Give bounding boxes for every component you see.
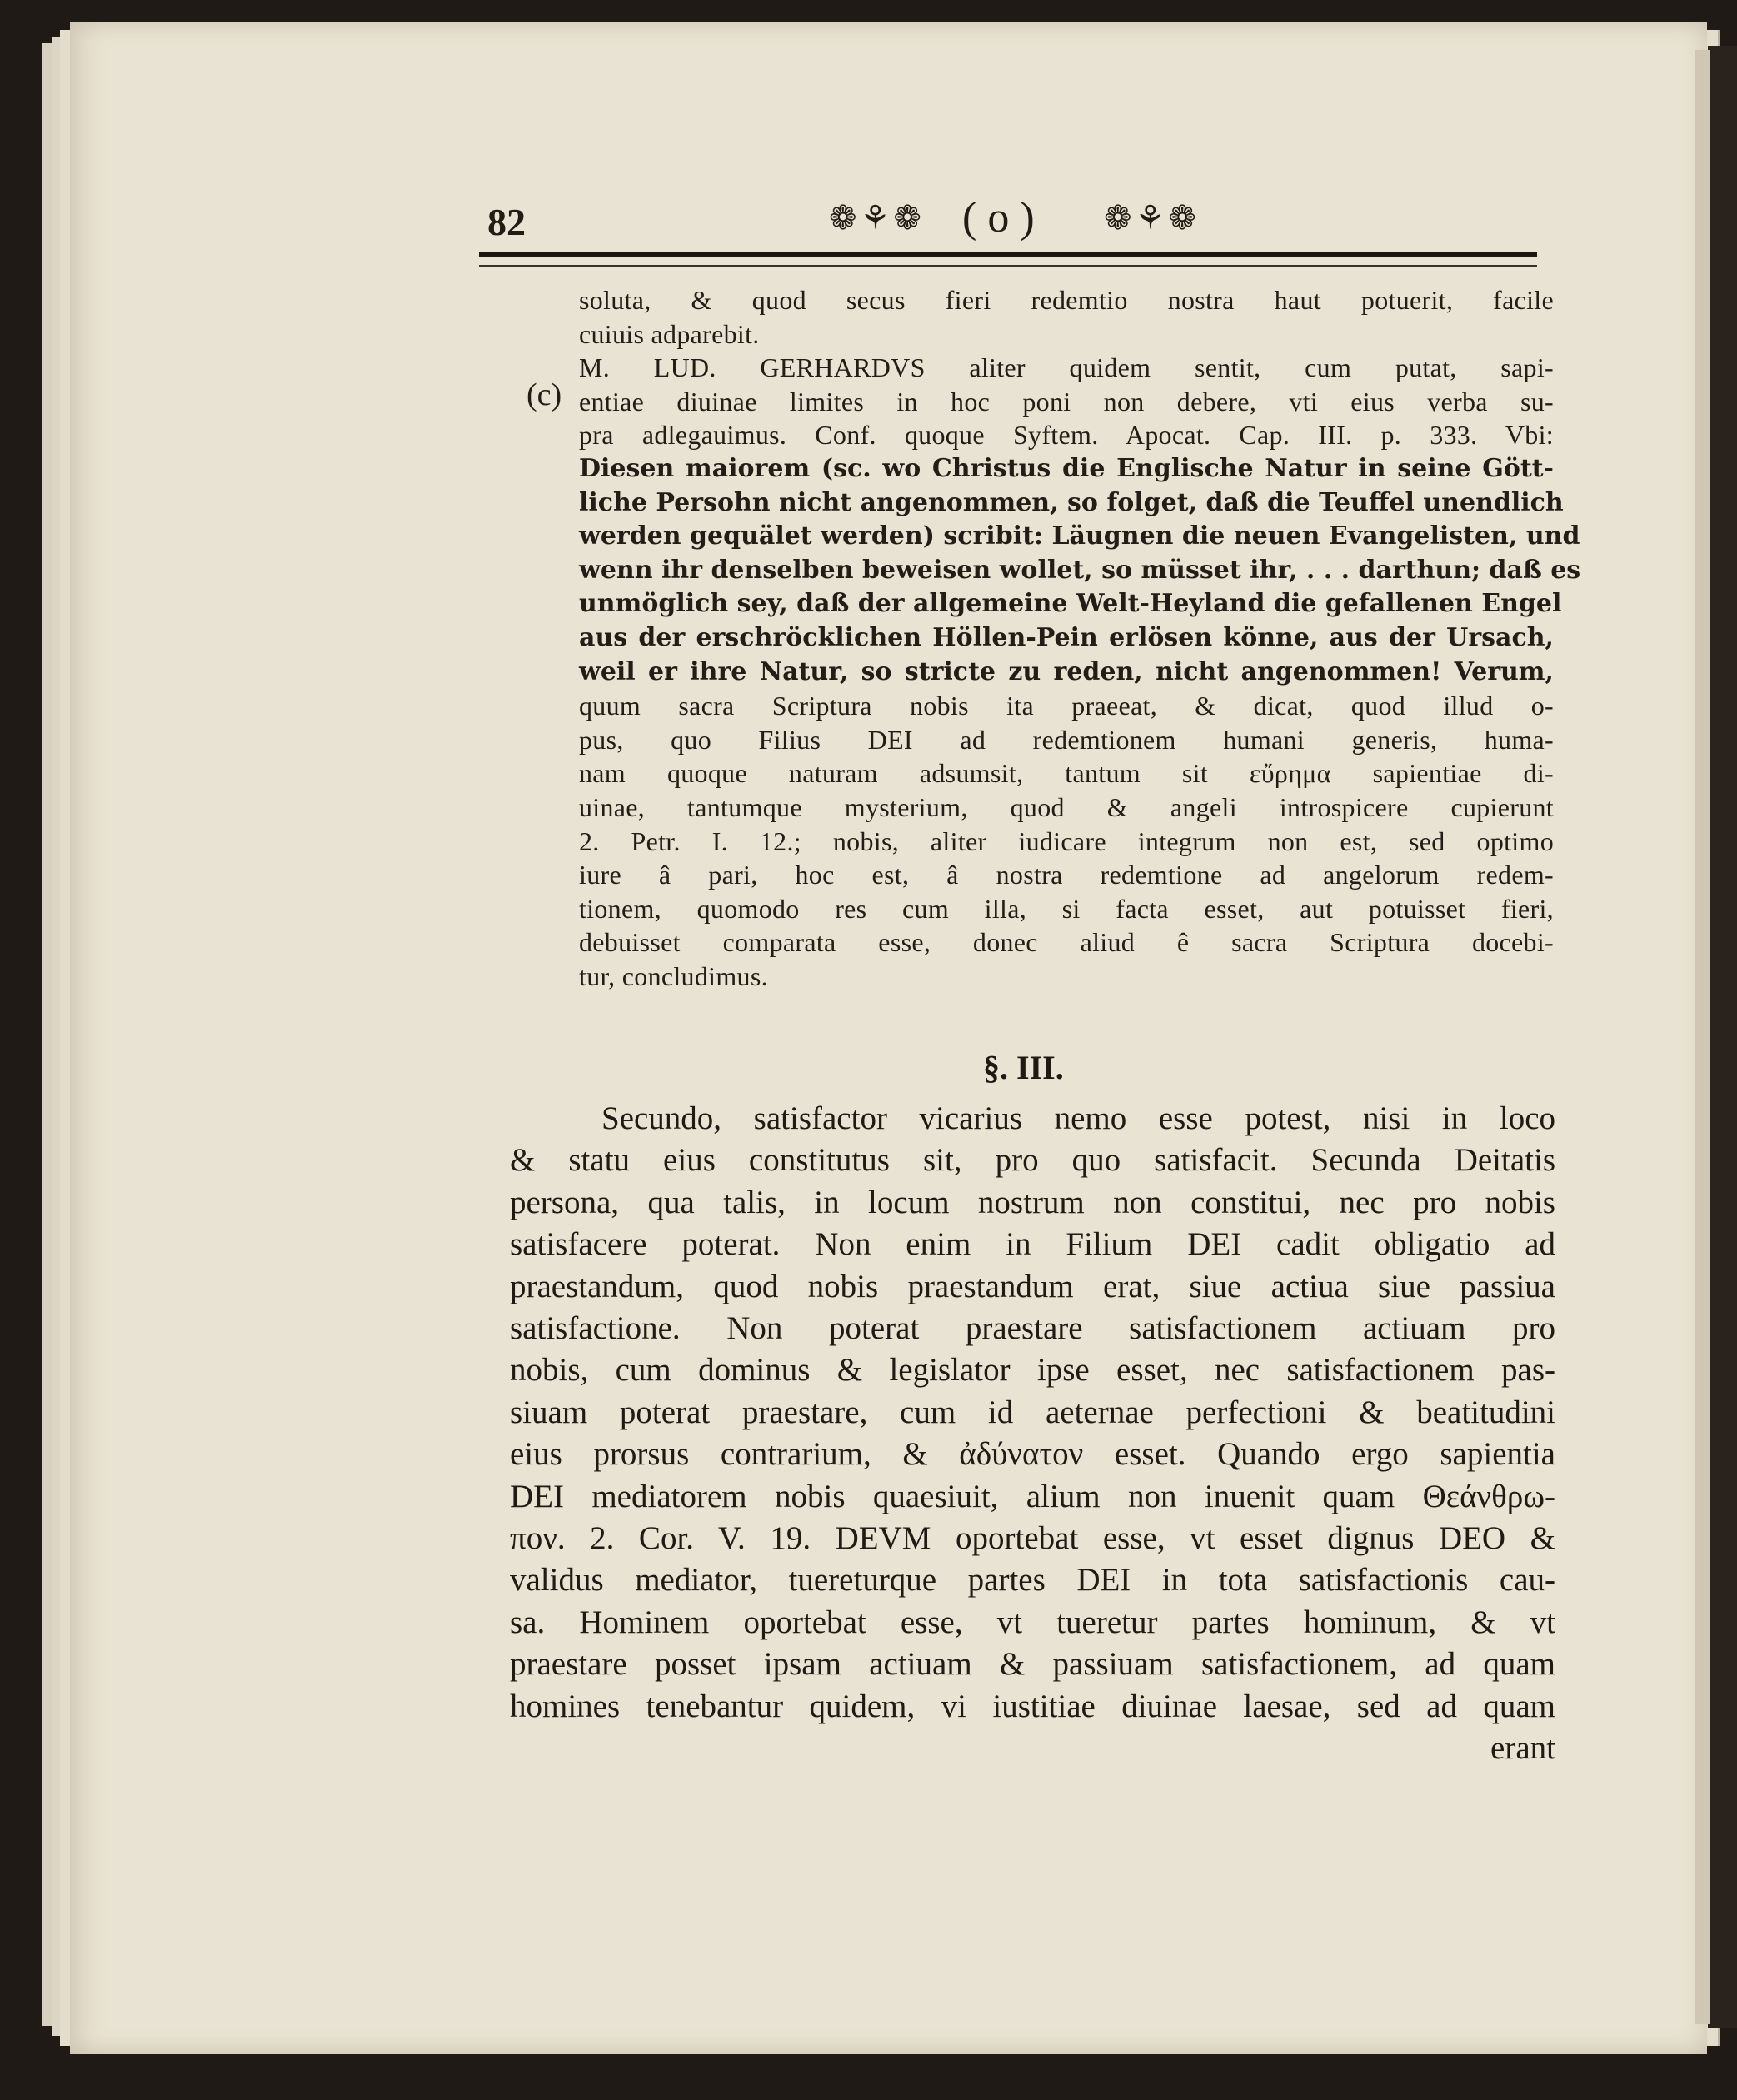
body-line: validus mediator, tuereturque partes DEI in tota satisfactionis cau- [510, 1562, 1555, 1599]
body-line: & statu eius constitutus sit, pro quo satisfacit. Secunda Deitatis [510, 1142, 1555, 1179]
body-line: satisfacere poterat. Non enim in Filium DEI cadit obligatio ad [510, 1226, 1555, 1263]
body-line: praestandum, quod nobis praestandum erat, siue actiua siue passiua [510, 1268, 1555, 1304]
note-line: uinae, tantumque mysterium, quod & angeli introspicere cupierunt [579, 791, 1554, 822]
header-center-mark: ( o ) [962, 194, 1035, 242]
note-line: Diesen maiorem (sc. wo Christus die Englische Natur in seine Gött- [579, 453, 1554, 483]
note-line: tur, concludimus. [579, 960, 768, 991]
note-line: weil er ihre Natur, so stricte zu reden, nicht angenommen! Verum, [579, 656, 1554, 686]
note-marker: (c) [527, 377, 562, 412]
section-heading: §. III. [983, 1049, 1064, 1086]
running-header [479, 183, 1545, 258]
body-text [510, 1098, 1555, 1770]
note-line: 2. Petr. I. 12.; nobis, aliter iudicare integrum non est, sed optimo [579, 826, 1554, 856]
note-line: iure â pari, hoc est, â nostra redemtione ad angelorum redem- [579, 860, 1554, 890]
note-line: cuiuis adparebit. [579, 318, 760, 349]
note-line: unmöglich sey, daß der allgemeine Welt-Heyland die gefallenen Engel [579, 589, 1562, 619]
page-number: 82 [487, 201, 526, 243]
body-line: Secundo, satisfactor vicarius nemo esse potest, nisi in loco [601, 1100, 1555, 1136]
note-line: pus, quo Filius DEI ad redemtionem humani generis, huma- [579, 724, 1554, 755]
header-rule [479, 252, 1537, 257]
note-line: entiae diuinae limites in hoc poni non debere, vti eius verba su- [579, 386, 1554, 417]
note-line: pra adlegauimus. Conf. quoque Syftem. Apocat. Cap. III. p. 333. Vbi: [579, 420, 1554, 451]
note-line: werden gequälet werden) scribit: Läugnen die neuen Evangelisten, und [579, 521, 1580, 551]
body-line: nobis, cum dominus & legislator ipse esset, nec satisfactionem pas- [510, 1352, 1555, 1389]
note-line: M. LUD. GERHARDVS aliter quidem sentit, cum putat, sapi- [579, 352, 1554, 383]
note-line: wenn ihr denselben beweisen wollet, so müsset ihr, . . . darthun; daß es [579, 555, 1581, 585]
ornament-left: ❁⚘❁ [829, 199, 925, 237]
body-line: siuam poterat praestare, cum id aeternae perfectioni & beatitudini [510, 1394, 1555, 1430]
note-line: nam quoque naturam adsumsit, tantum sit εὔρημα sapientiae di- [579, 758, 1554, 789]
note-line: aus der erschröcklichen Höllen-Pein erlösen könne, aus der Ursach, [579, 622, 1554, 652]
note-line: liche Persohn nicht angenommen, so folget, daß die Teuffel unendlich [579, 487, 1564, 517]
catchword: erant [1490, 1730, 1555, 1767]
header-rule-thin [479, 265, 1537, 267]
body-line: DEI mediatorem nobis quaesiuit, alium non inuenit quam Θεάνθρω- [510, 1478, 1555, 1514]
body-line: satisfactione. Non poterat praestare satisfactionem actiuam pro [510, 1310, 1555, 1347]
note-line: soluta, & quod secus fieri redemtio nostra haut potuerit, facile [579, 285, 1554, 315]
facing-page-edge [1695, 50, 1710, 2024]
ornament-right: ❁⚘❁ [1104, 199, 1200, 237]
body-line: eius prorsus contrarium, & ἀδύνατον esset. Quando ergo sapientia [510, 1436, 1555, 1473]
body-line: praestare posset ipsam actiuam & passiuam satisfactionem, ad quam [510, 1646, 1555, 1683]
note-line: tionem, quomodo res cum illa, si facta esset, aut potuisset fieri, [579, 893, 1554, 924]
note-line: quum sacra Scriptura nobis ita praeeat, & dicat, quod illud o- [579, 691, 1554, 721]
binding-shadow [1708, 46, 1737, 2028]
body-line: πον. 2. Cor. V. 19. DEVM oportebat esse, vt esset dignus DEO & [510, 1520, 1555, 1557]
footnote-block [579, 283, 1581, 993]
body-line: sa. Hominem oportebat esse, vt tueretur partes hominum, & vt [510, 1604, 1555, 1640]
note-line: debuisset comparata esse, donec aliud ê sacra Scriptura docebi- [579, 927, 1554, 958]
body-line: persona, qua talis, in locum nostrum non constitui, nec pro nobis [510, 1184, 1555, 1220]
body-line: homines tenebantur quidem, vi iustitiae diuinae laesae, sed ad quam [510, 1688, 1555, 1724]
